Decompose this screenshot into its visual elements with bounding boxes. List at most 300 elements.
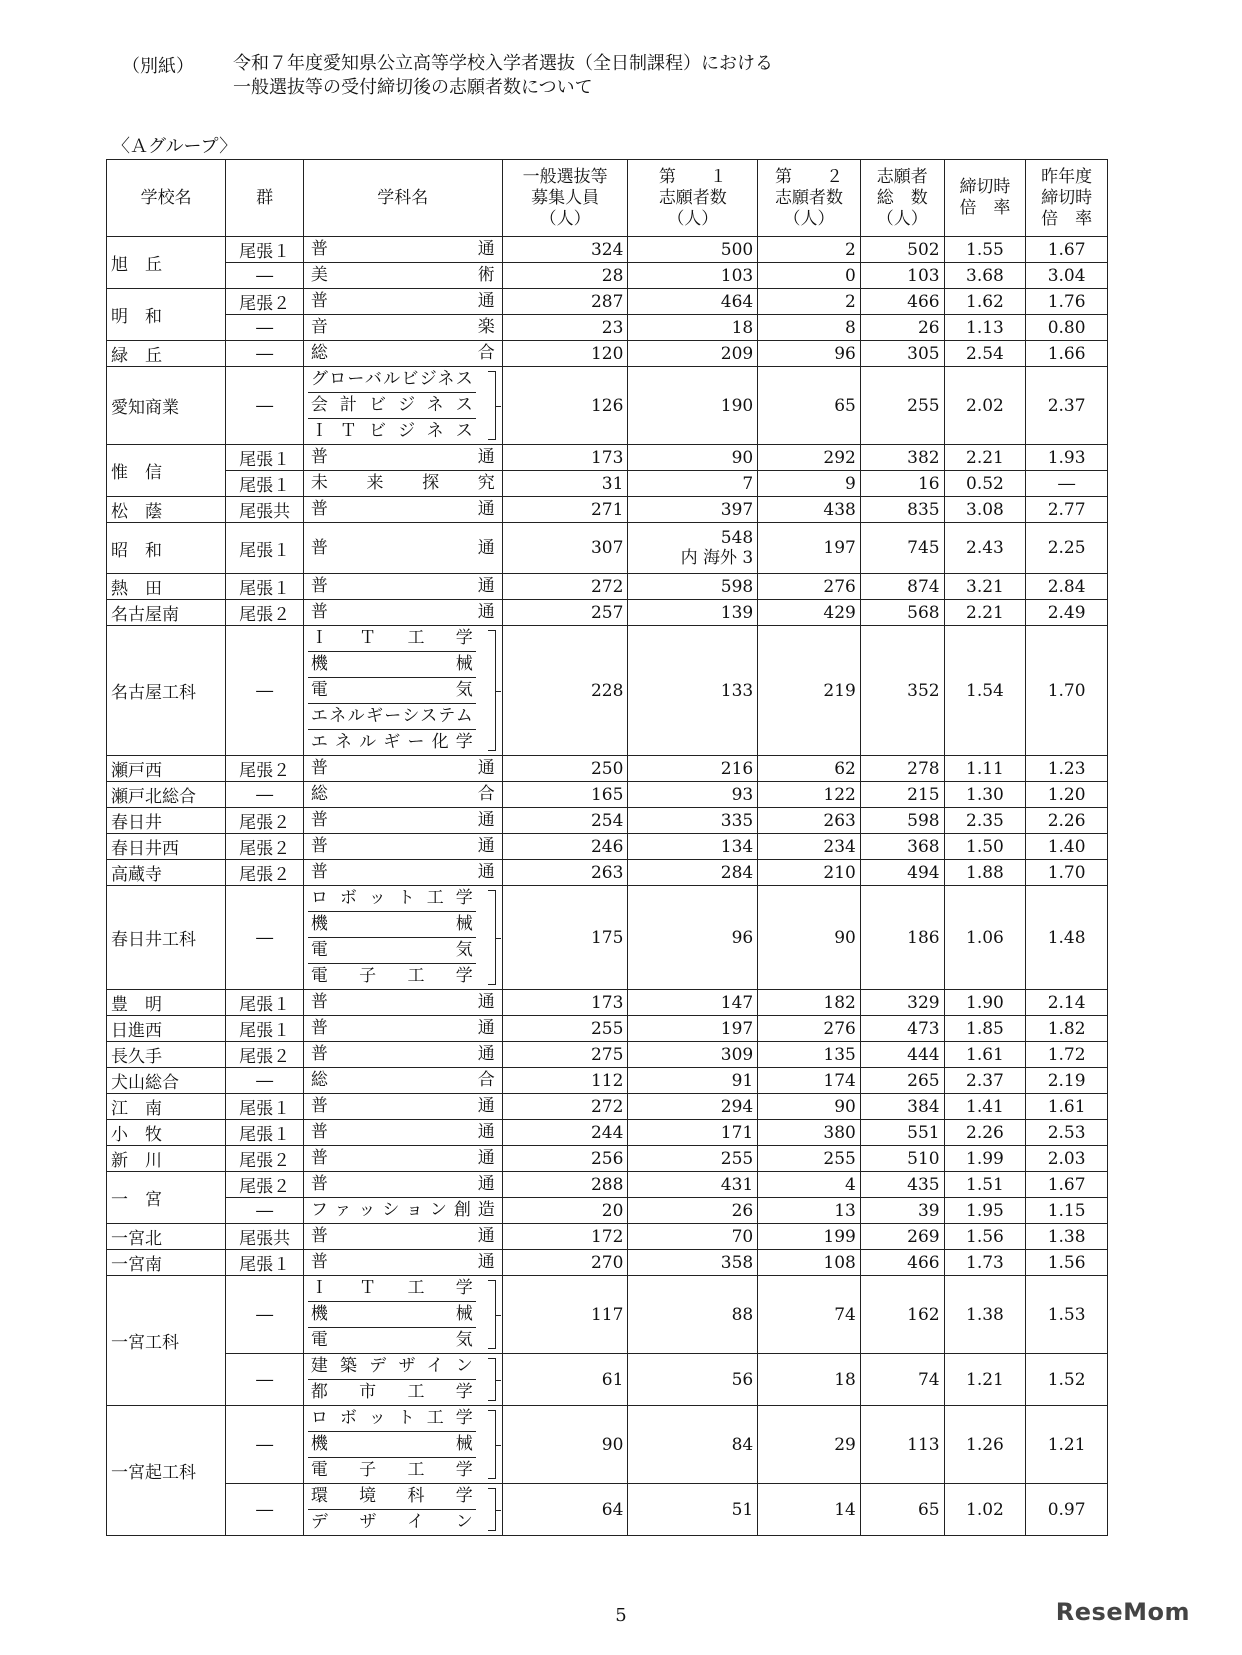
subject-name: 普通: [310, 447, 495, 467]
prev-ratio-cell: 1.66: [1026, 341, 1108, 367]
col-first-header: [628, 160, 758, 237]
ratio-cell: 2.26: [944, 1120, 1026, 1146]
subject-name: 普通: [310, 758, 495, 778]
second-cell: 2: [758, 237, 861, 263]
first-cell: 26: [628, 1198, 758, 1224]
subject-name: 普通: [310, 836, 495, 856]
school-name-cell: 瀬戸西: [107, 756, 226, 782]
total-cell: 162: [860, 1276, 944, 1354]
second-cell: 199: [758, 1224, 861, 1250]
subject-name: ファッション創造: [310, 1200, 495, 1220]
total-cell: 598: [860, 808, 944, 834]
table-row: [107, 1094, 1108, 1120]
subject-cell: [303, 1094, 502, 1120]
ratio-cell: 1.11: [944, 756, 1026, 782]
ratio-cell: 1.41: [944, 1094, 1026, 1120]
first-cell: 197: [628, 1016, 758, 1042]
total-cell: 39: [860, 1198, 944, 1224]
second-cell: 8: [758, 315, 861, 341]
first-cell: 397: [628, 497, 758, 523]
prev-ratio-cell: 2.25: [1026, 523, 1108, 574]
group-cell: ―: [226, 1406, 303, 1484]
col-group-header: 群: [226, 160, 303, 237]
total-cell: 103: [860, 263, 944, 289]
subject-name: デザイン: [310, 1512, 473, 1532]
prev-ratio-cell: 0.80: [1026, 315, 1108, 341]
page-number: 5: [615, 1605, 627, 1626]
prev-ratio-cell: 1.53: [1026, 1276, 1108, 1354]
capacity-cell: 246: [502, 834, 628, 860]
subject-name: 普通: [310, 1174, 495, 1194]
subject-list: [308, 367, 476, 444]
col-school-header: 学校名: [107, 160, 226, 237]
subject-name: 普通: [310, 499, 495, 519]
capacity-cell: 172: [502, 1224, 628, 1250]
subject-name: ロボット工学: [308, 886, 476, 912]
table-row: [107, 1224, 1108, 1250]
second-cell: 263: [758, 808, 861, 834]
second-cell: 13: [758, 1198, 861, 1224]
prev-ratio-cell: 2.14: [1026, 990, 1108, 1016]
subject-name: エネルギーシステム: [308, 704, 476, 730]
school-name-cell: 春日井: [107, 808, 226, 834]
subject-name: 普通: [310, 1018, 495, 1038]
group-cell: ―: [226, 341, 303, 367]
total-cell: 874: [860, 574, 944, 600]
first-value: 548: [720, 528, 754, 548]
subject-name: 電子工学: [310, 966, 473, 986]
capacity-cell: 271: [502, 497, 628, 523]
total-cell: 745: [860, 523, 944, 574]
subject-list: [308, 237, 498, 262]
ratio-cell: 1.13: [944, 315, 1026, 341]
subject-list: [308, 315, 498, 340]
first-cell: 70: [628, 1224, 758, 1250]
subject-name: エネルギー化学: [310, 732, 473, 752]
total-cell: 74: [860, 1354, 944, 1406]
second-cell: 4: [758, 1172, 861, 1198]
overseas-note: 内 海外 3: [680, 548, 754, 568]
capacity-cell: 173: [502, 990, 628, 1016]
group-cell: ―: [226, 263, 303, 289]
table-row: [107, 1276, 1108, 1354]
table-row: [107, 1250, 1108, 1276]
table-row: [107, 886, 1108, 990]
total-cell: 265: [860, 1068, 944, 1094]
first-cell: 171: [628, 1120, 758, 1146]
bracket-mark: [488, 890, 496, 985]
capacity-cell: 244: [502, 1120, 628, 1146]
subject-cell: [303, 1406, 502, 1484]
subject-list: [308, 1484, 476, 1535]
capacity-cell: 126: [502, 367, 628, 445]
group-cell: ―: [226, 1068, 303, 1094]
subject-name: 普通: [310, 291, 495, 311]
table-row: [107, 1354, 1108, 1406]
subject-list: [308, 834, 498, 859]
ratio-cell: 3.68: [944, 263, 1026, 289]
first-cell: 500: [628, 237, 758, 263]
group-cell: 尾張共: [226, 497, 303, 523]
subject-cell: [303, 1250, 502, 1276]
group-cell: ―: [226, 1354, 303, 1406]
subject-cell: [303, 626, 502, 756]
first-cell: 190: [628, 367, 758, 445]
applicants-table: [106, 159, 1108, 1536]
subject-cell: [303, 497, 502, 523]
subject-name: 電気: [310, 1330, 473, 1350]
school-name-cell: 長久手: [107, 1042, 226, 1068]
group-cell: ―: [226, 782, 303, 808]
bracket-mark: [488, 1488, 496, 1531]
total-cell: 435: [860, 1172, 944, 1198]
subject-cell: [303, 1224, 502, 1250]
subject-list: [308, 574, 498, 599]
ratio-cell: 1.99: [944, 1146, 1026, 1172]
subject-list: [308, 808, 498, 833]
subject-name: 音楽: [310, 317, 495, 337]
table-row: [107, 860, 1108, 886]
group-cell: 尾張１: [226, 237, 303, 263]
ratio-cell: 1.90: [944, 990, 1026, 1016]
subject-name: 電子工学: [310, 1460, 473, 1480]
first-cell: 598: [628, 574, 758, 600]
first-cell: 56: [628, 1354, 758, 1406]
capacity-cell: 165: [502, 782, 628, 808]
col-second-line2: 志願者数: [775, 187, 844, 208]
table-row: [107, 445, 1108, 471]
prev-ratio-cell: 1.70: [1026, 626, 1108, 756]
subject-name: グローバルビジネス: [308, 367, 476, 393]
prev-ratio-cell: 1.48: [1026, 886, 1108, 990]
ratio-cell: 1.38: [944, 1276, 1026, 1354]
col-first-line1: 第 １: [658, 166, 727, 187]
first-cell: 147: [628, 990, 758, 1016]
title-line-2: 一般選抜等の受付締切後の志願者数について: [233, 77, 593, 98]
table-row: [107, 990, 1108, 1016]
school-name-cell: 緑 丘: [107, 341, 226, 367]
second-cell: 96: [758, 341, 861, 367]
subject-name: 普通: [310, 576, 495, 596]
col-total-line2: 総 数: [876, 187, 928, 208]
subject-name: 機械: [308, 1432, 476, 1458]
total-cell: 215: [860, 782, 944, 808]
second-cell: 9: [758, 471, 861, 497]
prev-ratio-cell: 1.21: [1026, 1406, 1108, 1484]
group-cell: 尾張１: [226, 990, 303, 1016]
group-cell: 尾張１: [226, 1120, 303, 1146]
second-cell: 292: [758, 445, 861, 471]
subject-name: 建築デザイン: [308, 1354, 476, 1380]
first-cell: 209: [628, 341, 758, 367]
ratio-cell: 1.55: [944, 237, 1026, 263]
second-cell: 182: [758, 990, 861, 1016]
subject-name: 総合: [310, 343, 495, 363]
prev-ratio-cell: 2.37: [1026, 367, 1108, 445]
group-cell: 尾張１: [226, 1250, 303, 1276]
prev-ratio-cell: 1.15: [1026, 1198, 1108, 1224]
capacity-cell: 270: [502, 1250, 628, 1276]
subject-name: ＩＴ工学: [308, 1276, 476, 1302]
table-row: [107, 315, 1108, 341]
subject-name: 普通: [310, 1252, 495, 1272]
resemom-logo: [1056, 1598, 1190, 1626]
prev-ratio-cell: 1.52: [1026, 1354, 1108, 1406]
capacity-cell: 324: [502, 237, 628, 263]
group-cell: 尾張２: [226, 834, 303, 860]
ratio-cell: 1.50: [944, 834, 1026, 860]
ratio-cell: 1.06: [944, 886, 1026, 990]
second-cell: 210: [758, 860, 861, 886]
total-cell: 186: [860, 886, 944, 990]
ratio-cell: 3.21: [944, 574, 1026, 600]
capacity-cell: 254: [502, 808, 628, 834]
first-cell: 431: [628, 1172, 758, 1198]
prev-ratio-cell: 2.77: [1026, 497, 1108, 523]
first-cell: 103: [628, 263, 758, 289]
subject-name: 普通: [310, 1122, 495, 1142]
group-cell: ―: [226, 1276, 303, 1354]
subject-list: [308, 289, 498, 314]
school-name-cell: 春日井工科: [107, 886, 226, 990]
first-cell: 335: [628, 808, 758, 834]
total-cell: 113: [860, 1406, 944, 1484]
second-cell: 90: [758, 1094, 861, 1120]
school-name-cell: 松 蔭: [107, 497, 226, 523]
prev-ratio-cell: 3.04: [1026, 263, 1108, 289]
second-cell: 18: [758, 1354, 861, 1406]
second-cell: 65: [758, 367, 861, 445]
subject-cell: [303, 289, 502, 315]
table-body: [107, 237, 1108, 1536]
first-cell: 91: [628, 1068, 758, 1094]
ratio-cell: 1.73: [944, 1250, 1026, 1276]
first-cell: [628, 523, 758, 574]
subject-list: [308, 1354, 476, 1405]
school-name-cell: 豊 明: [107, 990, 226, 1016]
table-row: [107, 1146, 1108, 1172]
subject-name: 普通: [310, 1148, 495, 1168]
col-total-header: [860, 160, 944, 237]
second-cell: 174: [758, 1068, 861, 1094]
subject-list: [308, 263, 498, 288]
second-cell: 2: [758, 289, 861, 315]
table-row: [107, 1406, 1108, 1484]
capacity-cell: 272: [502, 574, 628, 600]
subject-list: [308, 1042, 498, 1067]
table-row: [107, 1016, 1108, 1042]
group-cell: 尾張２: [226, 756, 303, 782]
subject-cell: [303, 574, 502, 600]
second-cell: 135: [758, 1042, 861, 1068]
second-cell: 429: [758, 600, 861, 626]
subject-cell: [303, 886, 502, 990]
group-cell: 尾張２: [226, 289, 303, 315]
table-row: [107, 1198, 1108, 1224]
subject-name: ロボット工学: [308, 1406, 476, 1432]
subject-list: [308, 445, 498, 470]
group-cell: 尾張２: [226, 600, 303, 626]
subject-cell: [303, 782, 502, 808]
capacity-cell: 117: [502, 1276, 628, 1354]
group-cell: ―: [226, 315, 303, 341]
total-cell: 382: [860, 445, 944, 471]
subject-cell: [303, 1016, 502, 1042]
total-cell: 473: [860, 1016, 944, 1042]
ratio-cell: 1.88: [944, 860, 1026, 886]
table-row: [107, 1042, 1108, 1068]
prev-ratio-cell: 2.84: [1026, 574, 1108, 600]
col-capacity-header: [502, 160, 628, 237]
col-capacity-line3: （人）: [539, 208, 591, 229]
school-name-cell: 熱 田: [107, 574, 226, 600]
table-row: [107, 367, 1108, 445]
second-cell: 234: [758, 834, 861, 860]
prev-ratio-cell: 2.53: [1026, 1120, 1108, 1146]
bracket-mark: [488, 630, 496, 751]
ratio-cell: 2.37: [944, 1068, 1026, 1094]
capacity-cell: 23: [502, 315, 628, 341]
prev-ratio-cell: 2.19: [1026, 1068, 1108, 1094]
school-name-cell: 愛知商業: [107, 367, 226, 445]
ratio-cell: 0.52: [944, 471, 1026, 497]
prev-ratio-cell: 1.61: [1026, 1094, 1108, 1120]
group-cell: 尾張１: [226, 445, 303, 471]
subject-name: 普通: [310, 1226, 495, 1246]
second-cell: 74: [758, 1276, 861, 1354]
prev-ratio-cell: 1.67: [1026, 237, 1108, 263]
subject-cell: [303, 523, 502, 574]
table-row: [107, 626, 1108, 756]
school-name-cell: 一宮南: [107, 1250, 226, 1276]
second-cell: 276: [758, 1016, 861, 1042]
capacity-cell: 288: [502, 1172, 628, 1198]
subject-list: [308, 1120, 498, 1145]
subject-cell: [303, 1484, 502, 1536]
first-cell: 88: [628, 1276, 758, 1354]
subject-list: [308, 1224, 498, 1249]
subject-name: 普通: [310, 239, 495, 259]
prev-ratio-cell: 1.76: [1026, 289, 1108, 315]
subject-cell: [303, 1068, 502, 1094]
capacity-cell: 250: [502, 756, 628, 782]
group-cell: ―: [226, 367, 303, 445]
ratio-cell: 1.85: [944, 1016, 1026, 1042]
second-cell: 219: [758, 626, 861, 756]
col-first-line2: 志願者数: [658, 187, 727, 208]
group-cell: 尾張２: [226, 1042, 303, 1068]
school-name-cell: 旭 丘: [107, 237, 226, 289]
capacity-cell: 256: [502, 1146, 628, 1172]
first-cell: 255: [628, 1146, 758, 1172]
first-cell: 96: [628, 886, 758, 990]
prev-ratio-cell: 1.23: [1026, 756, 1108, 782]
table-row: [107, 289, 1108, 315]
school-name-cell: 一 宮: [107, 1172, 226, 1224]
col-second-line1: 第 ２: [775, 166, 844, 187]
subject-name: 普通: [310, 538, 495, 558]
capacity-cell: 90: [502, 1406, 628, 1484]
subject-name: 普通: [310, 862, 495, 882]
subject-cell: [303, 756, 502, 782]
subject-list: [308, 1276, 476, 1353]
subject-name: 電気: [308, 678, 476, 704]
title-line-1: 令和７年度愛知県公立高等学校入学者選抜（全日制課程）における: [233, 53, 773, 74]
prev-ratio-cell: 0.97: [1026, 1484, 1108, 1536]
subject-name: 普通: [310, 992, 495, 1012]
group-label: 〈Ａグループ〉: [112, 136, 238, 157]
group-cell: 尾張１: [226, 1094, 303, 1120]
total-cell: 26: [860, 315, 944, 341]
capacity-cell: 175: [502, 886, 628, 990]
group-cell: 尾張１: [226, 1016, 303, 1042]
bracket-mark: [488, 1410, 496, 1479]
bracket-mark: [488, 1358, 496, 1401]
subject-list: [308, 497, 498, 522]
col-subject-header: 学科名: [303, 160, 502, 237]
subject-list: [308, 1068, 498, 1093]
total-cell: 384: [860, 1094, 944, 1120]
ratio-cell: 1.02: [944, 1484, 1026, 1536]
table-row: [107, 756, 1108, 782]
ratio-cell: 2.35: [944, 808, 1026, 834]
prev-ratio-cell: 1.20: [1026, 782, 1108, 808]
first-cell: 51: [628, 1484, 758, 1536]
capacity-cell: 28: [502, 263, 628, 289]
table-row: [107, 497, 1108, 523]
first-cell: 93: [628, 782, 758, 808]
school-name-cell: 犬山総合: [107, 1068, 226, 1094]
table-row: [107, 523, 1108, 574]
subject-list: [308, 1094, 498, 1119]
table-row: [107, 782, 1108, 808]
school-name-cell: 惟 信: [107, 445, 226, 497]
school-name-cell: 瀬戸北総合: [107, 782, 226, 808]
prev-ratio-cell: 2.26: [1026, 808, 1108, 834]
subject-cell: [303, 367, 502, 445]
ratio-cell: 1.61: [944, 1042, 1026, 1068]
school-name-cell: 一宮起工科: [107, 1406, 226, 1536]
school-name-cell: 小 牧: [107, 1120, 226, 1146]
ratio-cell: 1.26: [944, 1406, 1026, 1484]
school-name-cell: 日進西: [107, 1016, 226, 1042]
prev-ratio-cell: 2.49: [1026, 600, 1108, 626]
first-cell: 18: [628, 315, 758, 341]
total-cell: 269: [860, 1224, 944, 1250]
ratio-cell: 1.95: [944, 1198, 1026, 1224]
subject-cell: [303, 1276, 502, 1354]
col-capacity-line1: 一般選抜等: [522, 166, 608, 187]
subject-name: 都市工学: [310, 1382, 473, 1402]
first-cell: 139: [628, 600, 758, 626]
ratio-cell: 1.51: [944, 1172, 1026, 1198]
capacity-cell: 120: [502, 341, 628, 367]
capacity-cell: 257: [502, 600, 628, 626]
table-row: [107, 471, 1108, 497]
ratio-cell: 1.62: [944, 289, 1026, 315]
capacity-cell: 307: [502, 523, 628, 574]
ratio-cell: 1.54: [944, 626, 1026, 756]
prev-ratio-cell: 1.40: [1026, 834, 1108, 860]
subject-cell: [303, 808, 502, 834]
capacity-cell: 275: [502, 1042, 628, 1068]
capacity-cell: 263: [502, 860, 628, 886]
subject-cell: [303, 860, 502, 886]
first-cell: 284: [628, 860, 758, 886]
prev-ratio-cell: 1.38: [1026, 1224, 1108, 1250]
prev-ratio-cell: 1.82: [1026, 1016, 1108, 1042]
second-cell: 255: [758, 1146, 861, 1172]
